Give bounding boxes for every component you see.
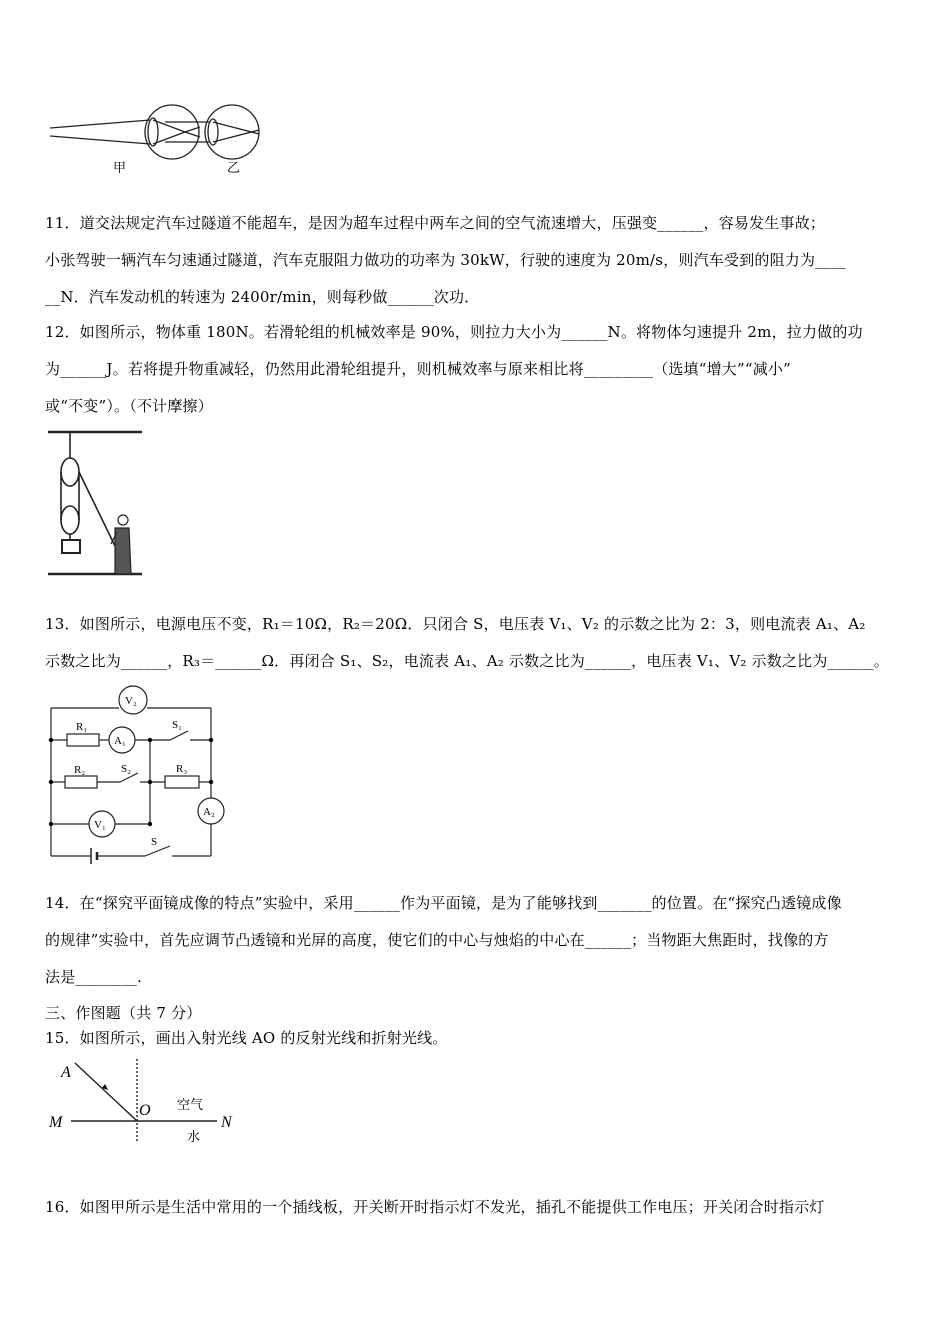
eye-yi-label: 乙: [227, 160, 241, 175]
label-m: M: [49, 1114, 63, 1131]
label-v1: V₁: [94, 819, 106, 831]
q15-line-1: 15．如图所示，画出入射光线 AO 的反射光线和折射光线。: [45, 1029, 448, 1047]
label-o: O: [139, 1102, 151, 1119]
resistor-r1: [67, 734, 99, 746]
eye-jia-lens: [148, 118, 158, 146]
pulley-figure: [45, 428, 145, 580]
q14-line-3: 法是________.: [45, 968, 142, 986]
q11-line-3: __N．汽车发动机的转速为 2400r/min，则每秒做______次功．: [45, 288, 480, 306]
circuit-figure: [45, 684, 235, 864]
label-s2: S₂: [121, 763, 131, 775]
label-air: 空气: [177, 1097, 204, 1112]
label-r1: R₁: [76, 721, 88, 733]
label-s: S: [151, 836, 158, 848]
label-r2: R₂: [74, 764, 86, 776]
q14-line-1: 14．在“探究平面镜成像的特点”实验中，采用______作为平面镜，是为了能够找到_______的位置。在“探究凸透镜成像: [45, 894, 842, 912]
switch-s1: [170, 731, 188, 740]
q13-line-2: 示数之比为______，R₃＝______Ω．再闭合 S₁、S₂，电流表 A₁、A₂ 示数之比为______，电压表 V₁、V₂ 示数之比为______。: [45, 652, 889, 670]
label-a2: A₂: [203, 806, 215, 818]
label-water: 水: [187, 1129, 201, 1144]
switch-s: [145, 846, 170, 856]
movable-pulley: [61, 506, 79, 534]
incident-ray-ao: [75, 1063, 137, 1121]
label-a: A: [61, 1064, 71, 1081]
load-block: [62, 540, 80, 553]
q12-line-3: 或“不变”）。（不计摩擦）: [45, 397, 213, 415]
resistor-r3: [165, 776, 199, 788]
fixed-pulley: [61, 458, 79, 486]
q12-line-1: 12．如图所示，物体重 180N。若滑轮组的机械效率是 90%，则拉力大小为______N。将物体匀速提升 2m，拉力做的功: [45, 323, 863, 341]
label-v2: V₂: [125, 695, 137, 707]
eye-diagram-figure: [45, 100, 270, 178]
eye-jia-label: 甲: [113, 160, 127, 175]
label-a1: A₁: [114, 735, 126, 747]
label-r3: R₃: [176, 763, 188, 775]
q11-line-2: 小张驾驶一辆汽车匀速通过隧道，汽车克服阻力做功的功率为 30kW，行驶的速度为 20m/s，则汽车受到的阻力为____: [45, 251, 846, 269]
label-n: N: [221, 1114, 232, 1131]
q12-line-2: 为______J。若将提升物重减轻，仍然用此滑轮组提升，则机械效率与原来相比将_________（选填“增大”“减小”: [45, 360, 791, 378]
eye-jia-circle: [145, 105, 199, 159]
section-heading: 三、作图题（共 7 分）: [45, 1004, 202, 1022]
q11-line-1: 11．道交法规定汽车过隧道不能超车，是因为超车过程中两车之间的空气流速增大，压强变______，容易发生事故；: [45, 214, 826, 232]
label-s1: S₁: [172, 719, 182, 731]
resistor-r2: [65, 776, 97, 788]
light-ray-figure: [45, 1055, 245, 1145]
q16-line-1: 16．如图甲所示是生活中常用的一个插线板，开关断开时指示灯不发光，插孔不能提供工作电压；开关闭合时指示灯: [45, 1198, 825, 1216]
q14-line-2: 的规律”实验中，首先应调节凸透镜和光屏的高度，使它们的中心与烛焰的中心在______；当物距大焦距时，找像的方: [45, 931, 829, 949]
q13-line-1: 13．如图所示，电源电压不变，R₁＝10Ω，R₂＝20Ω．只闭合 S，电压表 V₁、V₂ 的示数之比为 2：3，则电流表 A₁、A₂: [45, 615, 866, 633]
